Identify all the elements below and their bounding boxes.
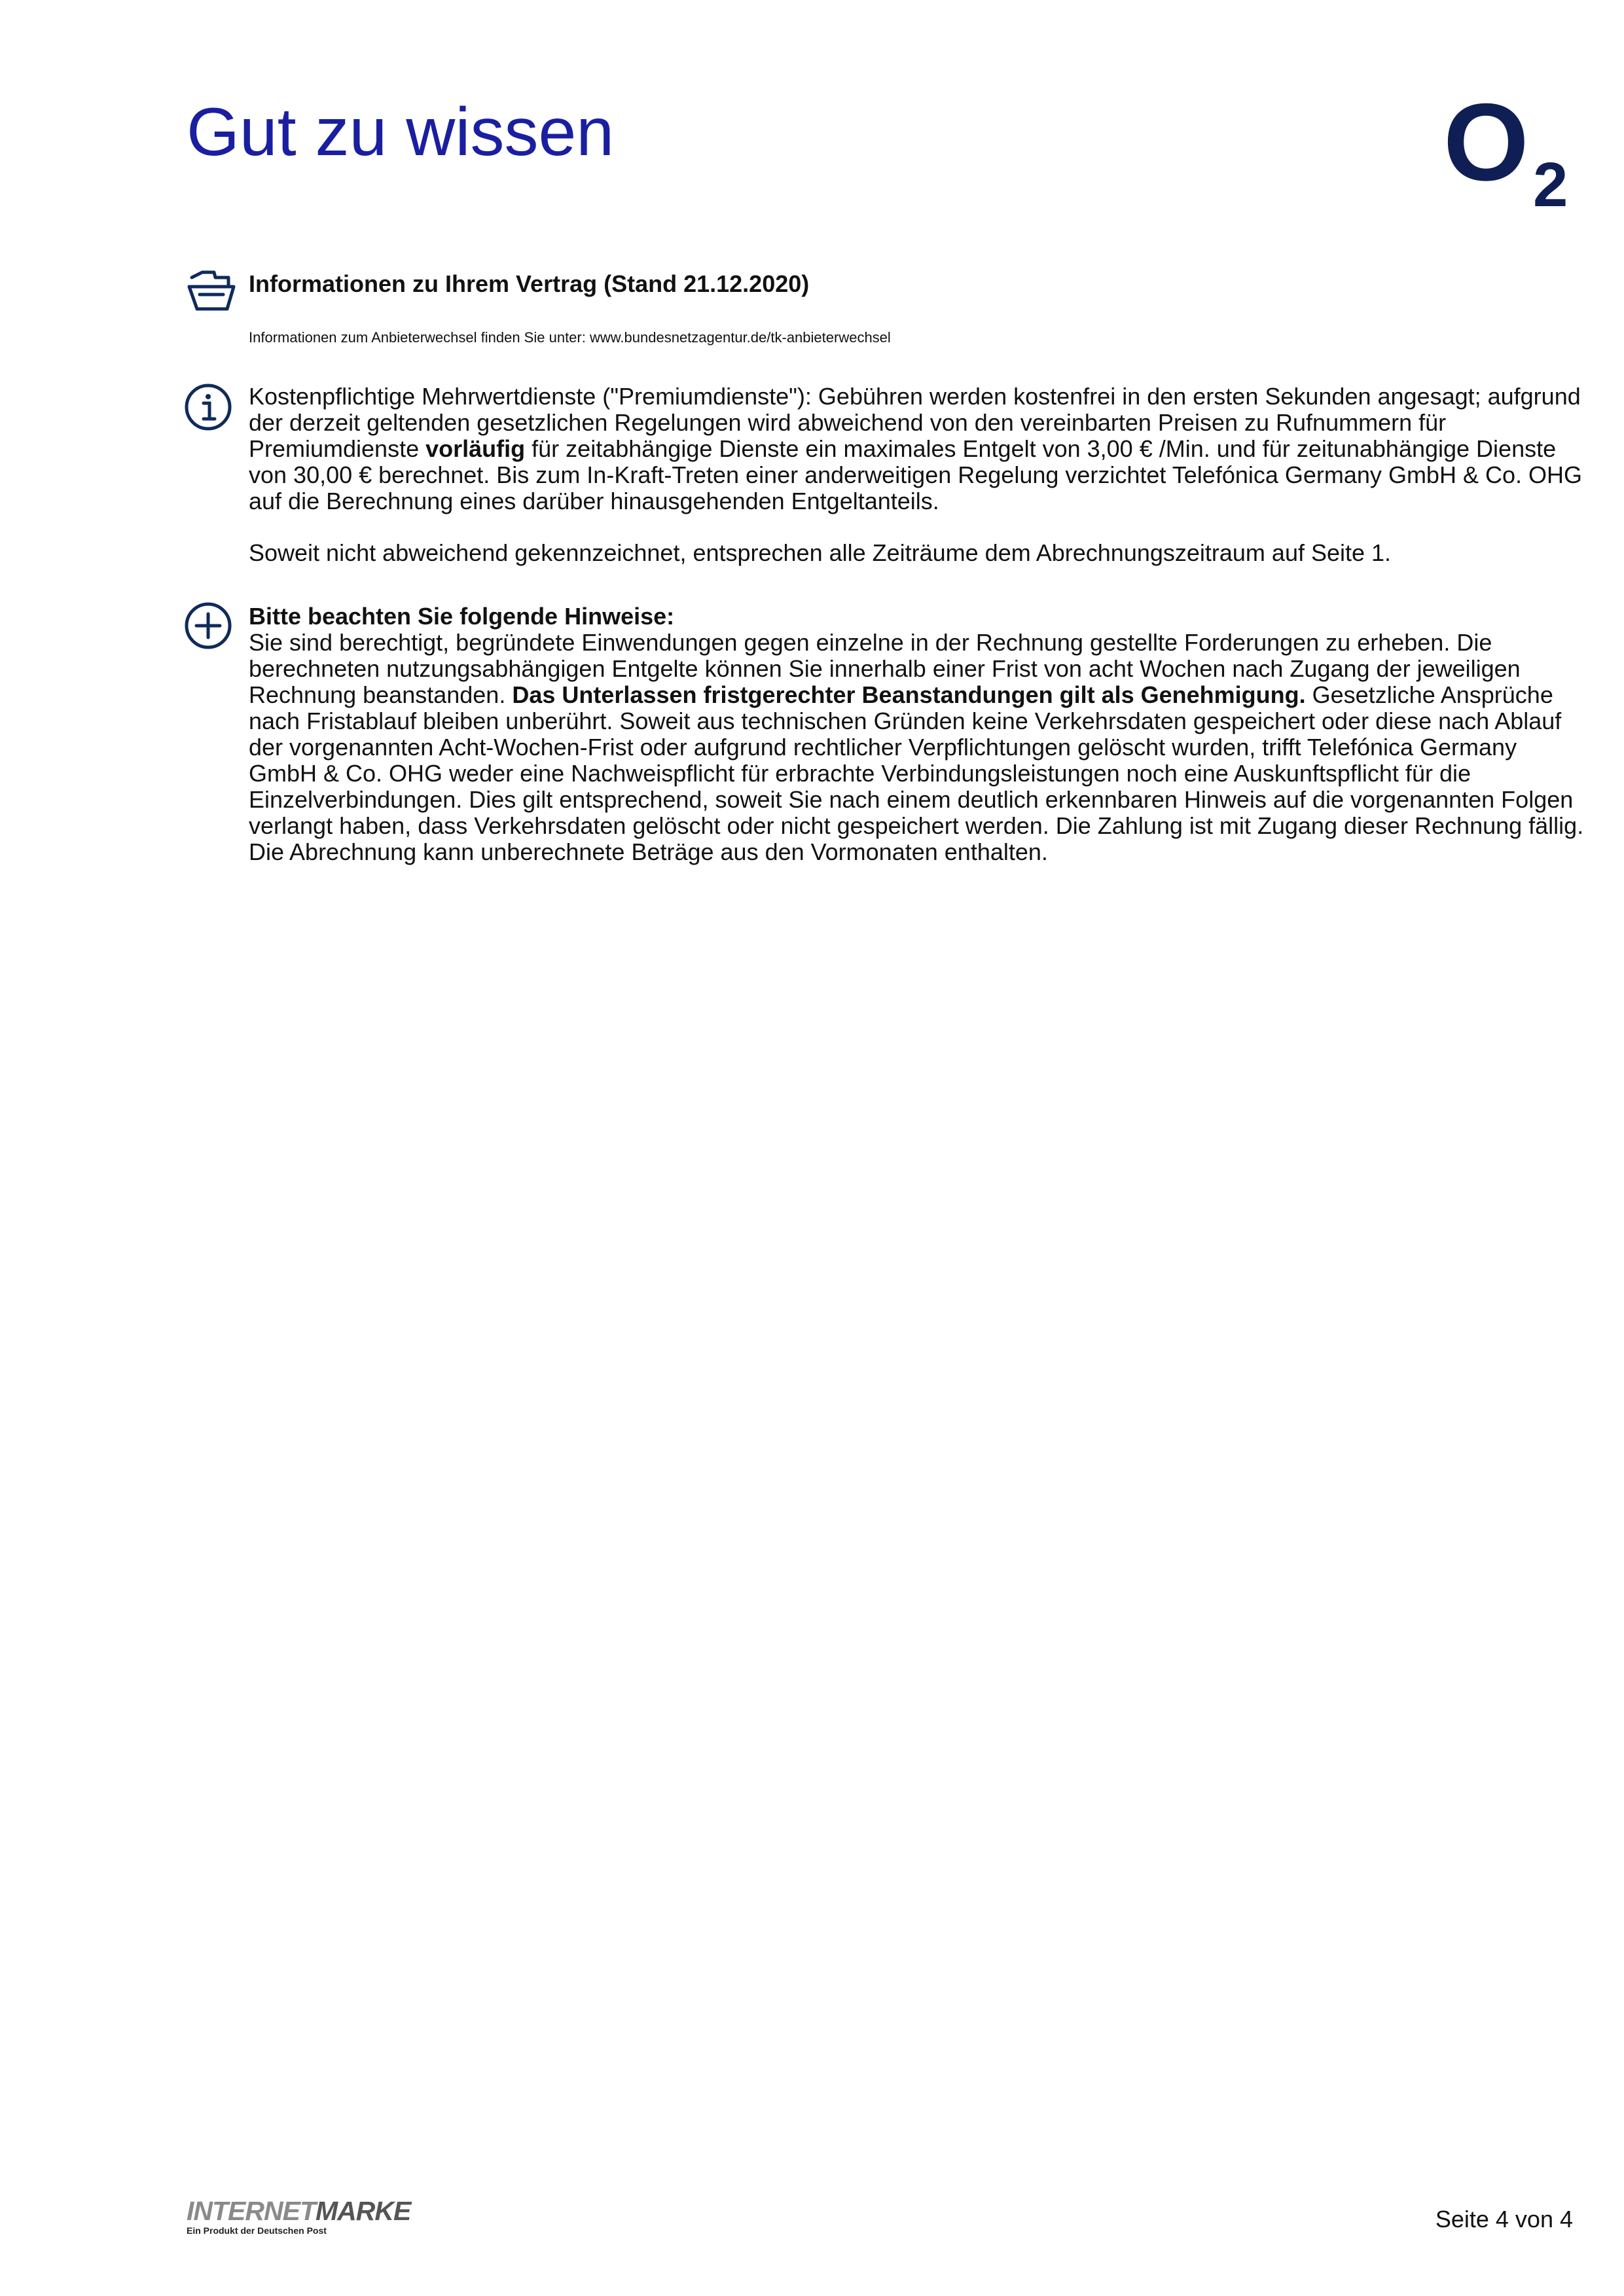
- page-number: Seite 4 von 4: [1435, 2206, 1573, 2233]
- brand-light: INTERNET: [187, 2196, 316, 2226]
- notice-text-part-1: Sie sind berechtigt, begründete Einwendungen gegen einzelne in der Rechnung gestellte Forderungen zu erheben. Die berechneten nutzungsabhängigen Entgelte können Sie innerhalb einer Frist von acht Wochen nach Zugang der jeweiligen Rechnung beanstanden.: [249, 629, 1521, 708]
- o2-logo: [1443, 81, 1574, 220]
- premium-text-part-1: Kostenpflichtige Mehrwertdienste ("Premiumdienste"): Gebühren werden kostenfrei in den ersten Sekunden angesagt; aufgrund der derzeit geltenden gesetzlichen Regelungen wird abweichend von den vereinbarten Preisen zu Rufnummern für Premiumdienste: [249, 383, 1581, 462]
- premium-text-bold: vorläufig: [425, 435, 526, 462]
- o2-logo-letter: O: [1443, 81, 1529, 204]
- billing-period-note: Soweit nicht abweichend gekennzeichnet, entsprechen alle Zeiträume dem Abrechnungszeitraum auf Seite 1.: [249, 539, 1392, 566]
- internetmarke-brand: [187, 2196, 410, 2226]
- page-title: Gut zu wissen: [187, 94, 615, 170]
- o2-logo-subscript: 2: [1533, 150, 1568, 220]
- plus-circle-icon: [183, 601, 233, 651]
- notice-heading: Bitte beachten Sie folgende Hinweise:: [249, 603, 675, 630]
- brand-dark: MARKE: [316, 2196, 411, 2226]
- notice-text-part-2: Gesetzliche Ansprüche nach Fristablauf bleiben unberührt. Soweit aus technischen Gründen keine Verkehrsdaten gespeichert oder diese nach Ablauf der vorgenannten Acht-Wochen-Frist oder aufgrund rechtlicher Verpflichtungen gelöscht wurden, trifft Telefónica Germany GmbH & Co. OHG weder eine Nachweispflicht für erbrachte Verbindungsleistungen noch eine Auskunftspflicht für die Einzelverbindungen. Dies gilt entsprechend, soweit Sie nach einem deutlich erkennbaren Hinweis auf die vorgenannten Folgen verlangt haben, dass Verkehrsdaten gelöscht oder nicht gespeichert werden. Die Zahlung ist mit Zugang dieser Rechnung fällig. Die Abrechnung kann unberechnete Beträge aus den Vormonaten enthalten.: [249, 681, 1584, 865]
- premium-services-text: [249, 384, 1584, 514]
- premium-text-part-2: für zeitabhängige Dienste ein maximales Entgelt von 3,00 € /Min. und für zeitunabhängige Dienste von 30,00 € berechnet. Bis zum In-Kraft-Treten einer anderweitigen Regelung verzichtet Telefónica Germany GmbH & Co. OHG auf die Berechnung eines darüber hinausgehenden Entgeltanteils.: [249, 435, 1582, 514]
- info-icon: [183, 382, 233, 432]
- notice-text-bold: Das Unterlassen fristgerechter Beanstandungen gilt als Genehmigung.: [512, 681, 1306, 708]
- folder-tray-icon: [185, 268, 238, 315]
- contract-title: Informationen zu Ihrem Vertrag (Stand 21.12.2020): [249, 270, 810, 297]
- provider-switch-note: Informationen zum Anbieterwechsel finden Sie unter: www.bundesnetzagentur.de/tk-anbieterwechsel: [249, 329, 891, 346]
- notice-text: [249, 630, 1584, 865]
- internetmarke-logo: [187, 2196, 410, 2236]
- brand-tagline: Ein Produkt der Deutschen Post: [187, 2225, 327, 2236]
